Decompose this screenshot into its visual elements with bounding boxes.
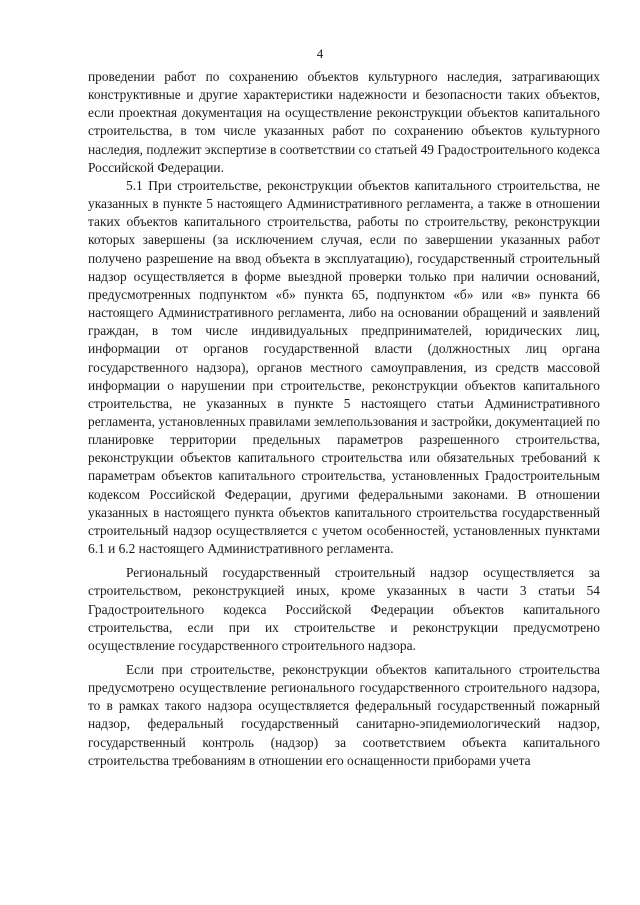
paragraph-supervision-scope: Если при строительстве, реконструкции объектов капитального строительства предусмотрено осуществление регионального государственного строительного надзора, то в рамках такого надзора осуществляется федеральный государственный пожарный надзор, федеральный государственный санитарно-эпидемиологический надзор, государственный контроль (надзор) за соответствием объекта капитального строительства требованиям в отношении его оснащенности приборами учета xyxy=(88,662,600,768)
paragraph-5-1: 5.1 При строительстве, реконструкции объектов капитального строительства, не указанных в пункте 5 настоящего Административного регламента, а также в отношении таких объектов капитального строительства, работы по строительству, реконструкции которых завершены (за исключением случая, если по завершении указанных работ получено разрешение на ввод объекта в эксплуатацию), государственный строительный надзор осуществляется в форме выездной проверки только при наличии оснований, предусмотренных подпунктом «б» пункта 65, подпунктом «б» или «в» пункта 66 настоящего Административного регламента, либо на основании обращений и заявлений граждан, в том числе индивидуальных предпринимателей, юридических лиц, информации от органов государственной власти (должностных лиц органа государственного надзора), органов местного самоуправления, из средств массовой информации о нарушении при строительстве, реконструкции объектов капитального строительства, не указанных в пункте 5 настоящего статьи Административного регламента, установленных правилами землепользования и застройки, документацией по планировке территории предельных параметров разрешенного строительства, реконструкции объектов капитального строительства или обязательных требований к параметрам объектов капитального строительства, установленных Градостроительным кодексом Российской Федерации, другими федеральными законами. В отношении указанных в настоящего пункта объектов капитального строительства государственный строительный надзор осуществляется с учетом особенностей, установленных пунктами 6.1 и 6.2 настоящего Административного регламента. xyxy=(88,177,600,557)
paragraph-continuation: проведении работ по сохранению объектов культурного наследия, затрагивающих конструктивные и другие характеристики надежности и безопасности таких объектов, если проектная документация на осуществление реконструкции объектов капитального строительства, в том числе указанных работ по сохранению объектов культурного наследия, подлежит экспертизе в соответствии со статьей 49 Градостроительного кодекса Российской Федерации. xyxy=(88,69,600,175)
paragraph-regional-supervision: Региональный государственный строительный надзор осуществляется за строительством, реконструкцией иных, кроме указанных в части 3 статьи 54 Градостроительного кодекса Российской Федерации объектов капитального строительства, если при их строительстве и реконструкции предусмотрено осуществление государственного строительного надзора. xyxy=(88,565,600,653)
page-number: 4 xyxy=(316,46,324,61)
document-body xyxy=(88,68,600,770)
